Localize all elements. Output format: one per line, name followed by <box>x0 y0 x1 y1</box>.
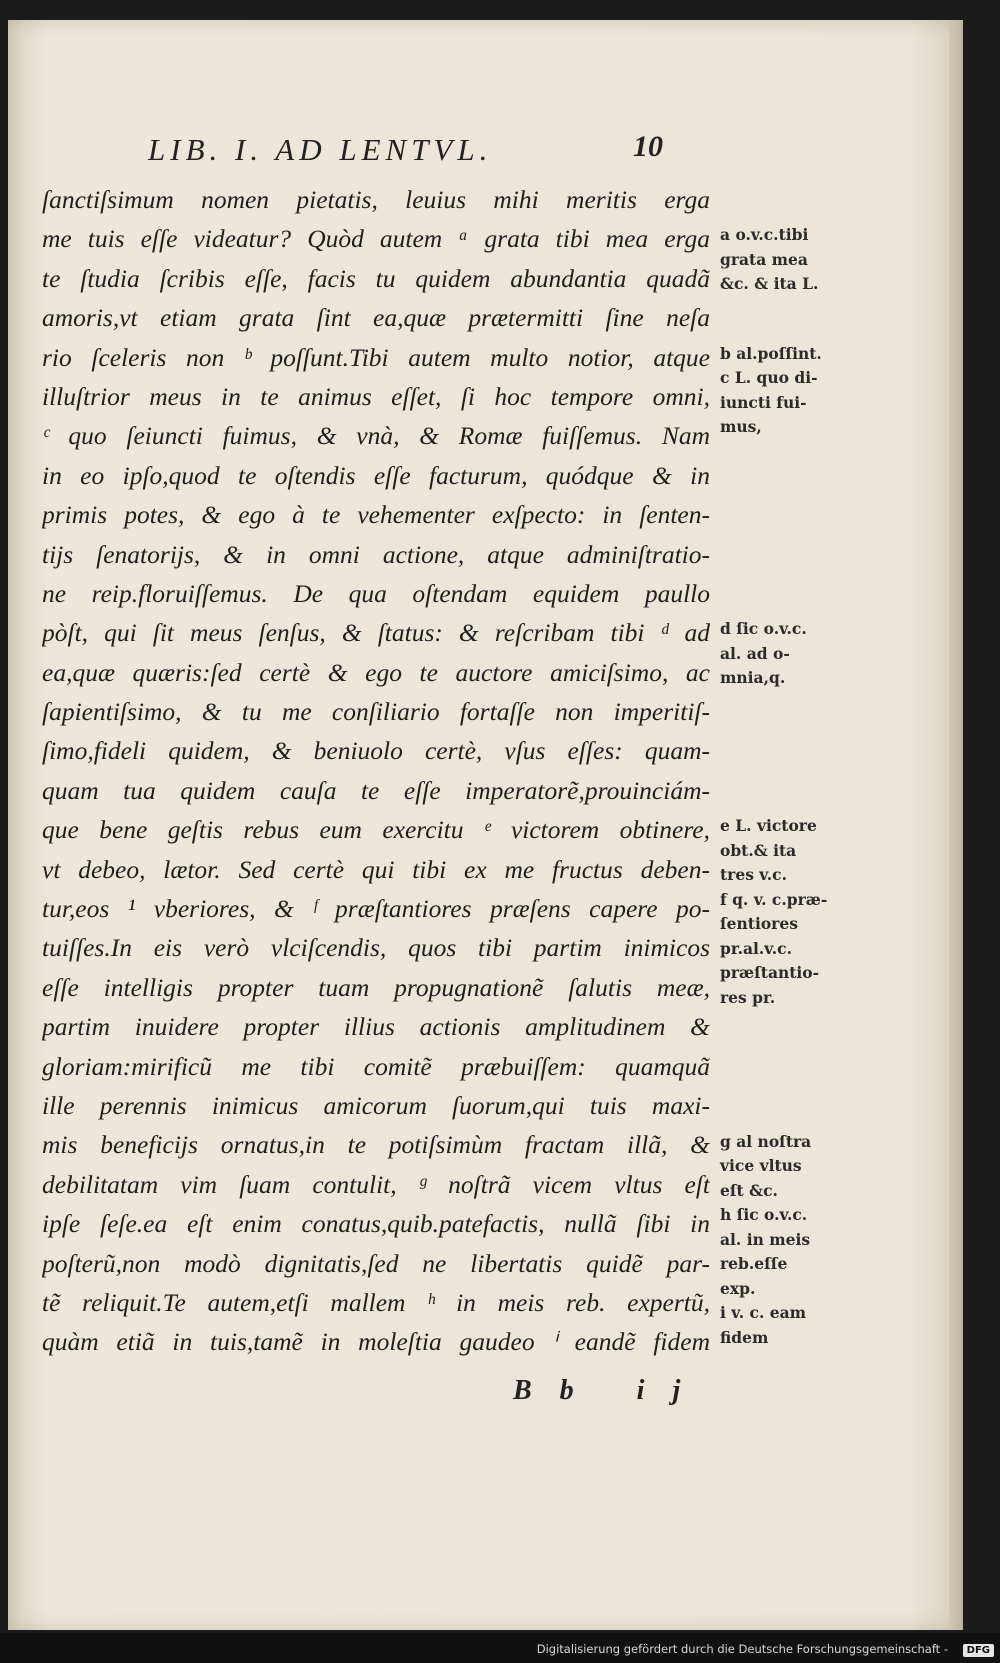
text-line: tur,eos ¹ vberiores, & ᶠ præſtantiores præſens capere po- <box>42 894 710 924</box>
margin-note-line: h ſic o.v.c. <box>720 1205 808 1225</box>
text-line: in eo ipſo,quod te oſtendis eſſe facturum, quódque & in <box>42 460 710 490</box>
text-line: ᶜ quo ſeiuncti fuimus, & vnà, & Romæ fuiſſemus. Nam <box>42 421 710 451</box>
margin-note-line: d ſic o.v.c. <box>720 619 807 639</box>
margin-note-line: grata mea <box>720 249 808 269</box>
margin-note-line: c L. quo di- <box>720 368 818 388</box>
text-line: ſimo,fideli quidem, & beniuolo certè, vſus eſſes: quam- <box>42 736 710 766</box>
digitization-footer <box>0 1633 1000 1663</box>
margin-note-line: f q. v. c.præ- <box>720 889 828 909</box>
margin-note-line: iuncti fui- <box>720 392 807 412</box>
margin-note-line: fidem <box>720 1327 769 1347</box>
text-line: ſapientiſsimo, & tu me conſiliario fortaſſe non imperitiſ- <box>42 697 710 727</box>
margin-note-line: a o.v.c.tibi <box>720 225 809 245</box>
text-line: eſſe intelligis propter tuam propugnationẽ ſalutis meæ, <box>42 972 710 1002</box>
text-line: pòſt, qui ſit meus ſenſus, & ſtatus: & reſcribam tibi ᵈ ad <box>42 618 710 648</box>
margin-note-line: mnia,q. <box>720 668 786 688</box>
margin-note-line: tres v.c. <box>720 865 787 885</box>
main-text-column <box>42 180 710 1362</box>
text-line: quàm etiã in tuis,tamẽ in moleſtia gaudeo ⁱ eandẽ fidem <box>42 1327 710 1357</box>
margin-note <box>720 342 822 440</box>
margin-note-line: reb.eſſe <box>720 1254 788 1274</box>
page-header <box>8 122 963 172</box>
margin-note <box>720 1130 811 1351</box>
margin-note-line: res pr. <box>720 987 776 1007</box>
text-line: partim inuidere propter illius actionis amplitudinem & <box>42 1012 710 1042</box>
funding-notice: Digitalisierung gefördert durch die Deutsche Forschungsgemeinschaft - <box>536 1642 948 1656</box>
text-line: tuiſſes.In eis verò vlciſcendis, quos tibi partim inimicos <box>42 933 710 963</box>
margin-note-line: mus, <box>720 417 762 437</box>
text-line: illuſtrior meus in te animus eſſet, ſi hoc tempore omni, <box>42 381 710 411</box>
text-line: debilitatam vim ſuam contulit, ᵍ noſtrã vicem vltus eſt <box>42 1169 710 1199</box>
margin-note-line: g al noſtra <box>720 1131 812 1151</box>
signature-mark: Bb ij <box>513 1375 709 1406</box>
margin-note <box>720 814 827 1010</box>
margin-note-line: pr.al.v.c. <box>720 938 792 958</box>
text-line: poſterũ,non modò dignitatis,ſed ne libertatis quidẽ par- <box>42 1248 710 1278</box>
text-line: ille perennis inimicus amicorum ſuorum,qui tuis maxi- <box>42 1090 710 1120</box>
page-edge-shadow <box>949 20 963 1630</box>
margin-note-line: eſt &c. <box>720 1180 778 1200</box>
text-line: te ſtudia ſcribis eſſe, facis tu quidem abundantia quadã <box>42 263 710 293</box>
margin-note-line: e L. victore <box>720 816 817 836</box>
folio-number: 10 <box>633 130 663 163</box>
text-line: que bene geſtis rebus eum exercitu ᵉ victorem obtinere, <box>42 815 710 845</box>
margin-note <box>720 223 818 297</box>
margin-note-line: vice vltus <box>720 1156 802 1176</box>
text-line: ea,quæ quæris:ſed certè & ego te auctore amiciſsimo, ac <box>42 657 710 687</box>
margin-note-line: &c. & ita L. <box>720 274 819 294</box>
margin-note-line: al. in meis <box>720 1229 811 1249</box>
text-line: quam tua quidem cauſa te eſſe imperatorẽ,prouinciám- <box>42 775 710 805</box>
book-page <box>8 20 963 1630</box>
text-line: primis potes, & ego à te vehementer exſpecto: in ſenten- <box>42 500 710 530</box>
margin-note-line: b al.poſſint. <box>720 343 822 363</box>
margin-note-line: i v. c. eam <box>720 1303 807 1323</box>
text-line: tẽ reliquit.Te autem,etſi mallem ʰ in meis reb. expertũ, <box>42 1287 710 1317</box>
margin-note <box>720 617 807 691</box>
margin-note-line: exp. <box>720 1278 756 1298</box>
margin-note-line: præſtantio- <box>720 963 820 983</box>
dfg-logo: DFG <box>963 1644 994 1657</box>
margin-note-line: ſentiores <box>720 914 798 934</box>
running-head: LIB. I. AD LENTVL. <box>148 132 493 167</box>
text-line: ſanctiſsimum nomen pietatis, leuius mihi meritis erga <box>42 185 710 214</box>
text-line: rio ſceleris non ᵇ poſſunt.Tibi autem multo notior, atque <box>42 342 710 372</box>
margin-note-line: obt.& ita <box>720 840 797 860</box>
text-line: ne reip.floruiſſemus. De qua oſtendam equidem paullo <box>42 578 710 608</box>
text-line: vt debeo, lætor. Sed certè qui tibi ex me fructus deben- <box>42 854 710 884</box>
text-line: me tuis eſſe videatur? Quòd autem ᵃ grata tibi mea erga <box>42 224 710 254</box>
text-line: tijs ſenatorijs, & in omni actione, atque adminiſtratio- <box>42 539 710 569</box>
text-line: gloriam:mirificũ me tibi comitẽ præbuiſſem: quamquã <box>42 1051 710 1081</box>
margin-note-line: al. ad o- <box>720 643 790 663</box>
text-line: mis beneficijs ornatus,in te potiſsimùm fractam illã, & <box>42 1130 710 1160</box>
text-line: amoris,vt etiam grata ſint ea,quæ prætermitti ſine neſa <box>42 303 710 333</box>
text-line: ipſe ſeſe.ea eſt enim conatus,quib.patefactis, nullã ſibi in <box>42 1209 710 1239</box>
